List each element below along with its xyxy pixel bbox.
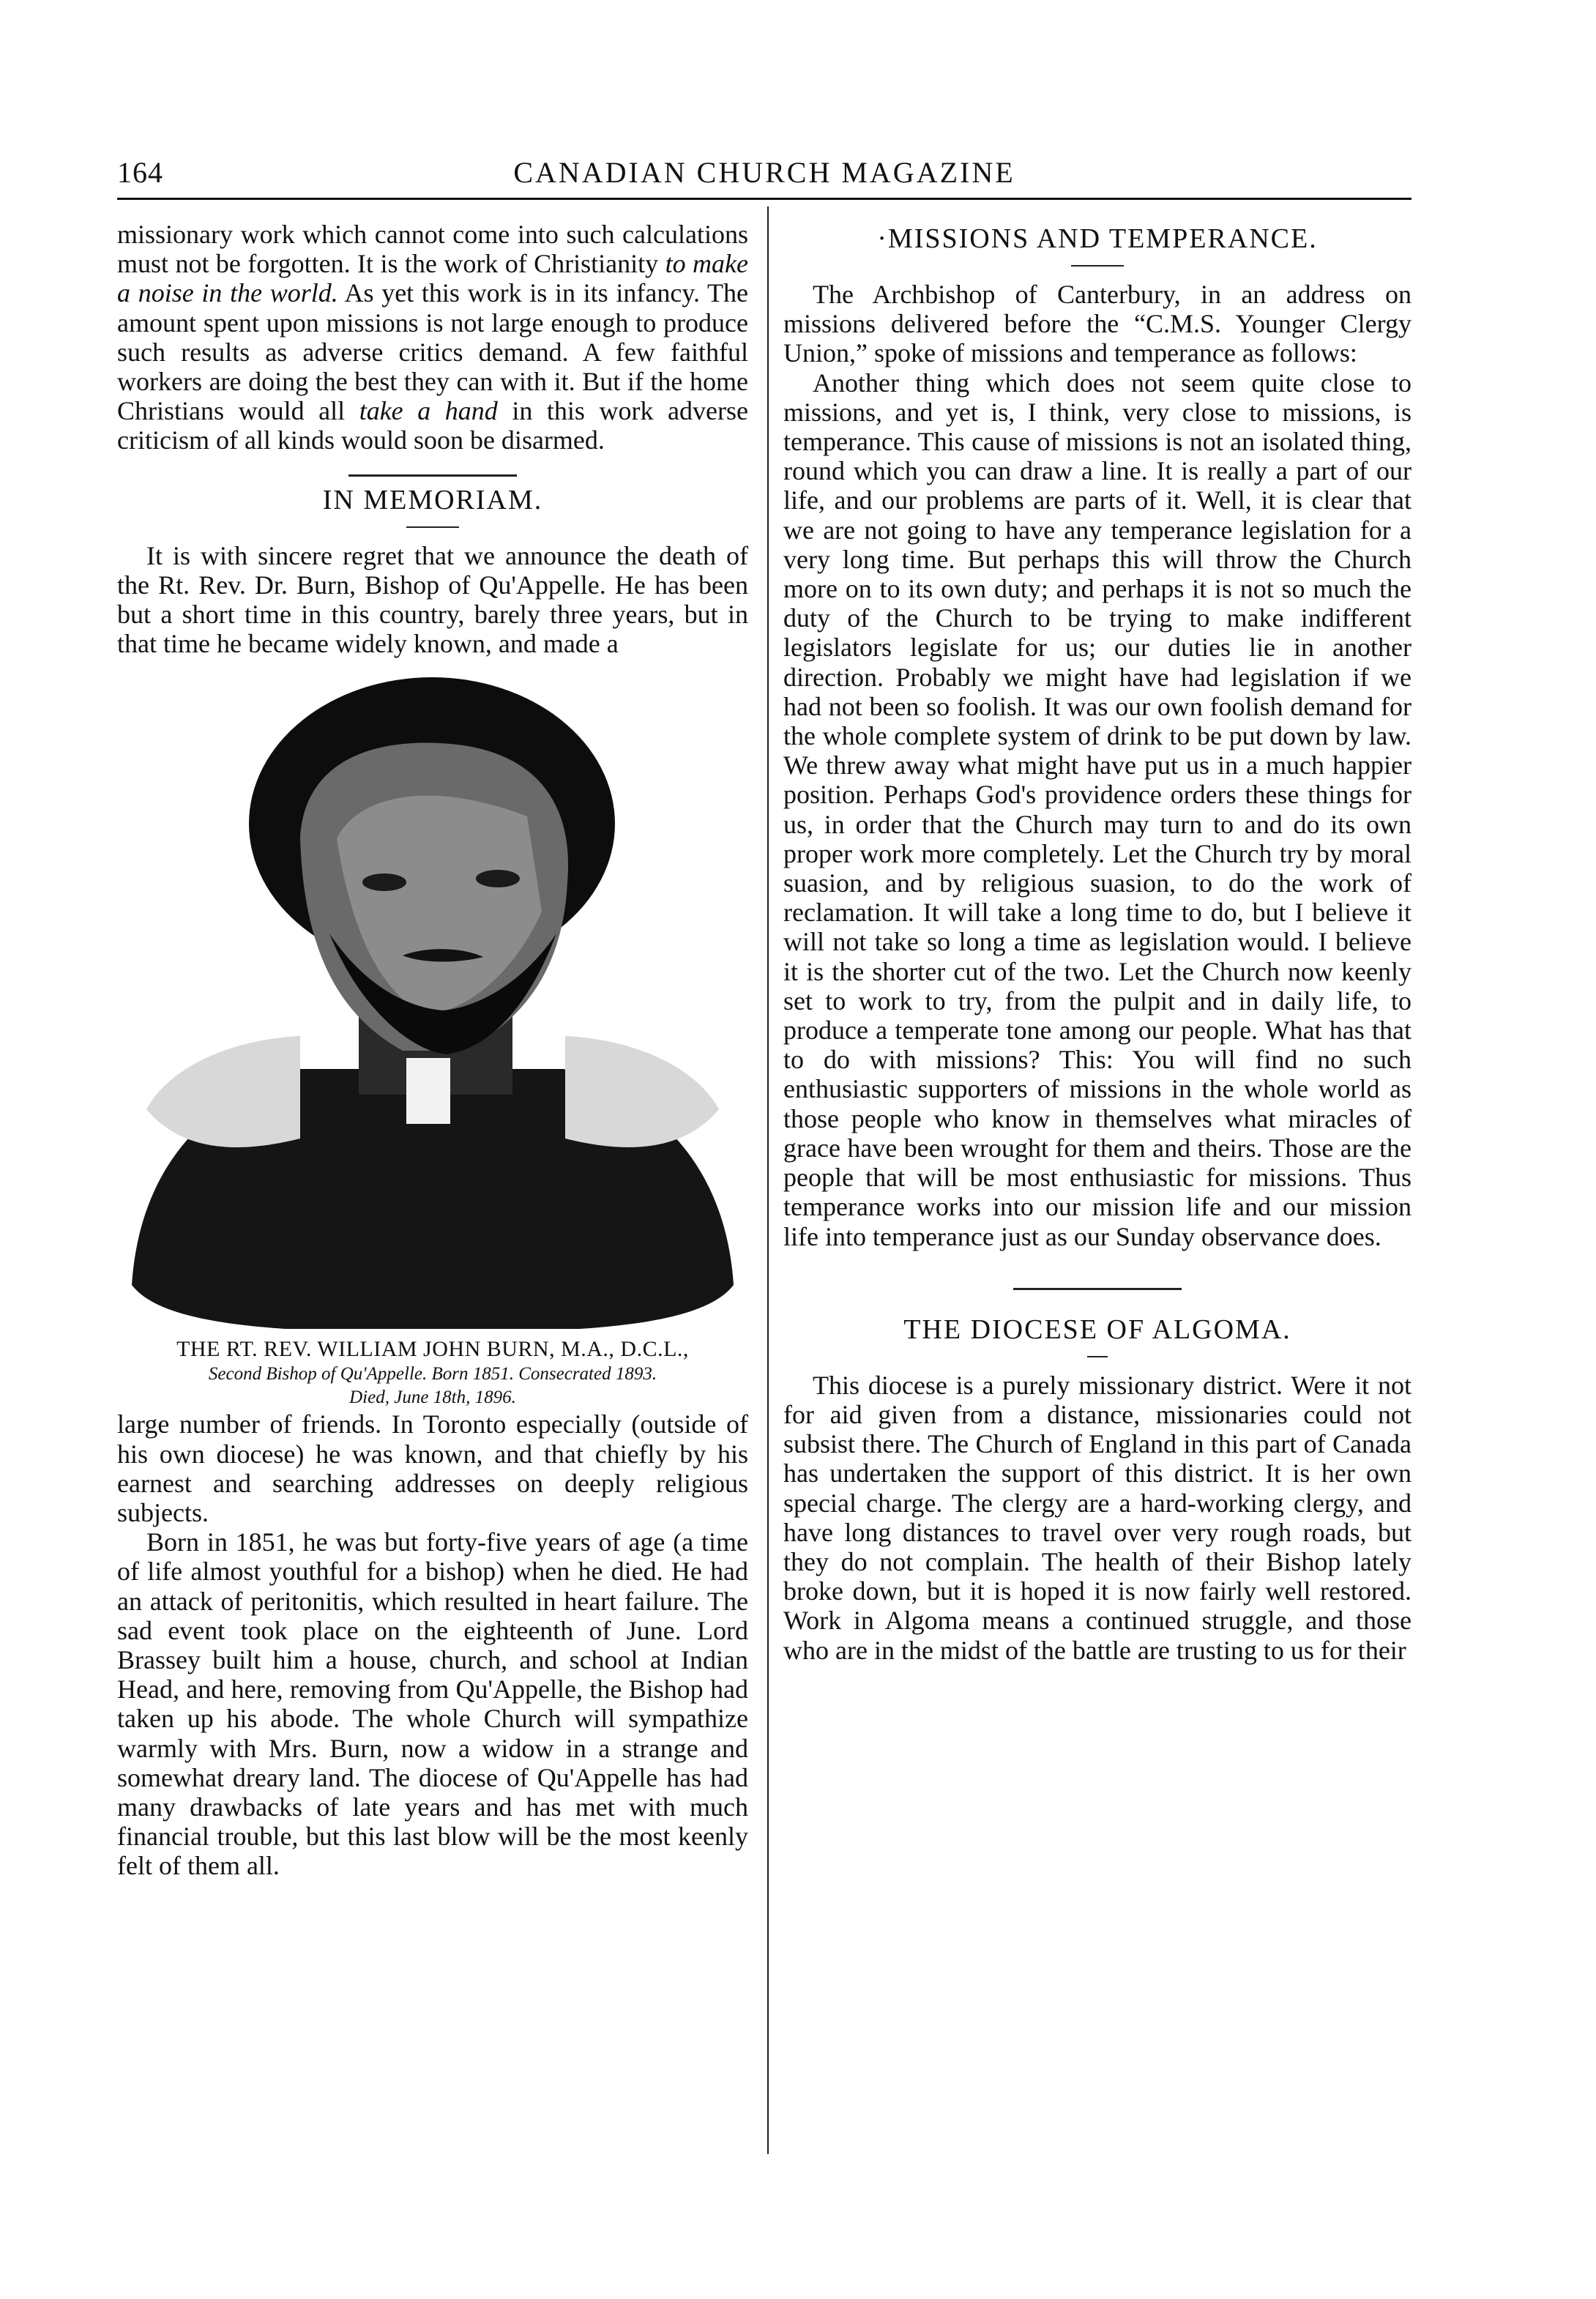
- paragraph-memoriam-friends: large number of friends. In Toronto especially (outside of his own diocese) he was known, and that chiefly by his earnest and searching addresses on deeply religious subjects.: [117, 1409, 748, 1528]
- heading-missions-temperance: ·MISSIONS AND TEMPERANCE.: [877, 223, 1318, 254]
- running-title: CANADIAN CHURCH MAGAZINE: [513, 156, 1015, 189]
- page-header: [117, 155, 1412, 196]
- portrait-caption-details: Second Bishop of Qu'Appelle. Born 1851. Consecrated 1893.: [208, 1364, 657, 1385]
- paragraph-memoriam-biography: Born in 1851, he was but forty-five years of age (a time of life almost youthful for a bishop) when he died. He had an attack of peritonitis, which resulted in heart failure. The sad event took place on the eighteenth of June. Lord Brassey built him a house, church, and school at Indian Head, and here, removing from Qu'Appelle, the Bishop had taken up his abode. The whole Church will sympathize warmly with Mrs. Burn, now a widow in a strange and somewhat dreary land. The diocese of Qu'Appelle has had many drawbacks of late years and has met with much financial trouble, but this last blow will be the most keenly felt of them all.: [117, 1527, 748, 1881]
- heading-in-memoriam: IN MEMORIAM.: [322, 484, 543, 515]
- column-divider: [767, 206, 769, 2154]
- heading-rule: [1071, 265, 1124, 267]
- paragraph-archbishop-address: The Archbishop of Canterbury, in an address on missions delivered before the “C.M.S. Younger Clergy Union,” spoke of missions and temperance as follows:: [783, 280, 1412, 368]
- heading-rule: [406, 526, 459, 528]
- paragraph-memoriam-intro: It is with sincere regret that we announce the death of the Rt. Rev. Dr. Burn, Bishop of Qu'Appelle. He has been but a short time in this country, barely three years, but in that time he became widely known, and made a: [117, 540, 748, 659]
- heading-rule: [1087, 1356, 1108, 1357]
- paragraph-missionary-work: missionary work which cannot come into such calculations must not be forgotten. It is the work of Christianity to make a noise in the world. As yet this work is in its infancy. The amount spent upon missions is not large enough to produce such results as adverse critics demand. A few faithful workers are doing the best they can with it. But if the home Christians would all take a hand in this work adverse criticism of all kinds would soon be disarmed.: [117, 220, 748, 455]
- bishop-portrait-image: [117, 670, 748, 1329]
- header-rule: [117, 198, 1412, 200]
- section-rule: [1013, 1288, 1182, 1290]
- right-column: [783, 220, 1412, 1665]
- paragraph-temperance-quote: Another thing which does not seem quite close to missions, and yet is, I think, very close to missions, is temperance. This cause of missions is not an isolated thing, round which you can draw a line. It is really a part of our life, and our problems are parts of it. Well, it is clear that we are not going to have any temperance legislation for a very long time. But perhaps this will throw the Church more on to its own duty; and perhaps it is not so much the duty of the Church to be trying to make indifferent legislators legislate for us; our duties lie in another direction. Probably we might have had legislation if we had not been so foolish. It was our own foolish demand for the whole complete system of drink to be put down by law. We threw away what might have put us in a much happier position. Perhaps God's providence orders these things for us, in order that the Church may turn to and do its own proper work more completely. Let the Church try by moral suasion, and by religious suasion, to do the work of reclamation. It will take a long time to do, but I believe it will not take so long a time as legislation would. I believe it is the shorter cut of the two. Let the Church now keenly set to work to try, from the pulpit and in daily life, to produce a temperate tone among our people. What has that to do with missions? This: You will find no such enthusiastic supporters of missions in the whole world as those people who know in themselves what miracles of grace have been wrought for them and theirs. Those are the people that will be most enthusiastic for missions. Thus temperance works into our mission life and our mission life into temperance just as our Sunday observance does.: [783, 368, 1412, 1251]
- portrait-caption-died: Died, June 18th, 1896.: [349, 1387, 516, 1408]
- paragraph-algoma: This diocese is a purely missionary district. Were it not for aid given from a distance, missionaries could not subsist there. The Church of England in this part of Canada has undertaken the support of this district. It is her own special charge. The clergy are a hard-working clergy, and have long distances to travel over very rough roads, but they do not complain. The health of their Bishop lately broke down, but it is hoped it is now fairly well restored. Work in Algoma means a continued struggle, and those who are in the midst of the battle are trusting to us for their: [783, 1370, 1412, 1665]
- left-column: [117, 220, 748, 1881]
- section-rule: [348, 474, 517, 477]
- portrait-caption-title: THE RT. REV. WILLIAM JOHN BURN, M.A., D.C.L.,: [176, 1337, 689, 1362]
- page-number: 164: [117, 156, 163, 189]
- heading-diocese-algoma: THE DIOCESE OF ALGOMA.: [903, 1314, 1291, 1345]
